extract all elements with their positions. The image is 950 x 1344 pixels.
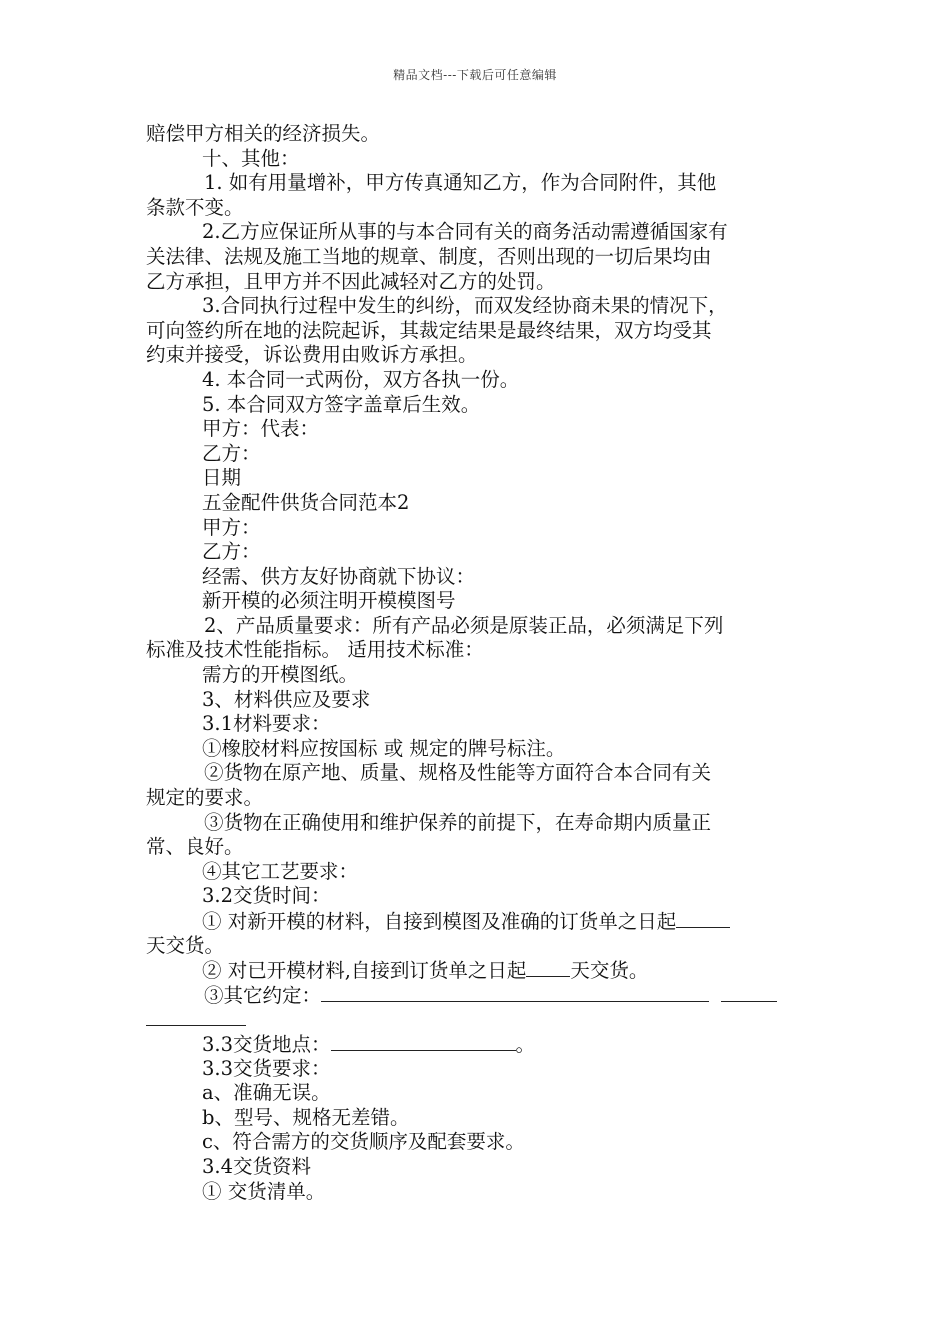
fill-in-blank [721, 983, 777, 1002]
section-heading: 十、其他： [202, 146, 300, 170]
text-line: ②货物在原产地、质量、规格及性能等方面符合本合同有关 [204, 761, 712, 785]
text-line: ① 交货清单。 [202, 1179, 326, 1203]
fill-in-blank [676, 909, 730, 928]
text-line: ④其它工艺要求： [202, 859, 359, 883]
text-line: 需方的开模图纸。 [202, 663, 359, 687]
text-line: 常、良好。 [146, 835, 244, 859]
text-line: 5. 本合同双方签字盖章后生效。 [202, 392, 481, 416]
text-line: 2.乙方应保证所从事的与本合同有关的商务活动需遵循国家有 [202, 220, 728, 244]
signature-party-b: 乙方： [202, 441, 261, 465]
text-line: 乙方承担，且甲方并不因此减轻对乙方的处罚。 [146, 269, 556, 293]
text-line [146, 1007, 806, 1032]
text-line: a、准确无误。 [202, 1081, 331, 1105]
text-line: 1. 如有用量增补，甲方传真通知乙方，作为合同附件，其他 [204, 171, 717, 195]
contract-title: 五金配件供货合同范本2 [202, 490, 410, 514]
text-line: ①橡胶材料应按国标 或 规定的牌号标注。 [202, 736, 566, 760]
text-line: 新开模的必须注明开模模图号 [202, 589, 456, 613]
text-line: 3.4交货资料 [202, 1154, 312, 1178]
fill-in-blank [146, 1007, 246, 1026]
text-line: 2、产品质量要求：所有产品必须是原装正品，必须满足下列 [204, 613, 724, 637]
party-b-label: 乙方： [202, 540, 261, 564]
fill-in-blank [331, 1032, 516, 1051]
fill-in-blank [526, 958, 570, 977]
text-line: c、符合需方的交货顺序及配套要求。 [202, 1130, 525, 1154]
line-text: 。 [515, 1032, 536, 1056]
text-line: 3.合同执行过程中发生的纠纷，而双发经协商未果的情况下， [202, 294, 728, 318]
signature-party-a: 甲方：代表： [202, 417, 320, 441]
text-line: 3.2交货时间： [202, 884, 331, 908]
text-line [146, 1032, 806, 1057]
section-heading: 3、材料供应及要求 [202, 687, 371, 711]
text-line [146, 958, 806, 983]
text-line: 经需、供方友好协商就下协议： [202, 564, 476, 588]
text-line: 赔偿甲方相关的经济损失。 [146, 122, 381, 145]
line-text: ② 对已开模材料,自接到订货单之日起 [202, 959, 527, 983]
text-line: 条款不变。 [146, 195, 244, 219]
party-a-label: 甲方： [202, 515, 261, 539]
text-line: 可向签约所在地的法院起诉，其裁定结果是最终结果，双方均受其 [146, 318, 712, 342]
signature-date: 日期 [202, 466, 242, 490]
line-text: ① 对新开模的材料，自接到模图及准确的订货单之日起 [202, 910, 677, 933]
page-header: 精品文档---下载后可任意编辑 [393, 68, 557, 82]
text-line: ③货物在正确使用和维护保养的前提下，在寿命期内质量正 [204, 810, 712, 834]
line-text: 天交货。 [570, 959, 649, 983]
text-line [146, 983, 806, 1008]
line-text: 3.3交货地点： [202, 1032, 331, 1056]
line-text: ③其它约定： [204, 983, 322, 1007]
text-line: 规定的要求。 [146, 786, 264, 810]
fill-in-blank [321, 983, 709, 1002]
text-line: 天交货。 [146, 933, 225, 957]
text-line: 约束并接受，诉讼费用由败诉方承担。 [146, 343, 478, 367]
text-line [146, 909, 806, 934]
text-line: 4. 本合同一式两份，双方各执一份。 [202, 367, 520, 391]
text-line: b、型号、规格无差错。 [202, 1105, 410, 1129]
text-line: 3.1材料要求： [202, 712, 331, 736]
text-line: 关法律、法规及施工当地的规章、制度，否则出现的一切后果均由 [146, 244, 712, 268]
text-line: 3.3交货要求： [202, 1056, 331, 1080]
document-body [146, 122, 806, 1204]
text-line: 标准及技术性能指标。 适用技术标准： [146, 638, 484, 662]
